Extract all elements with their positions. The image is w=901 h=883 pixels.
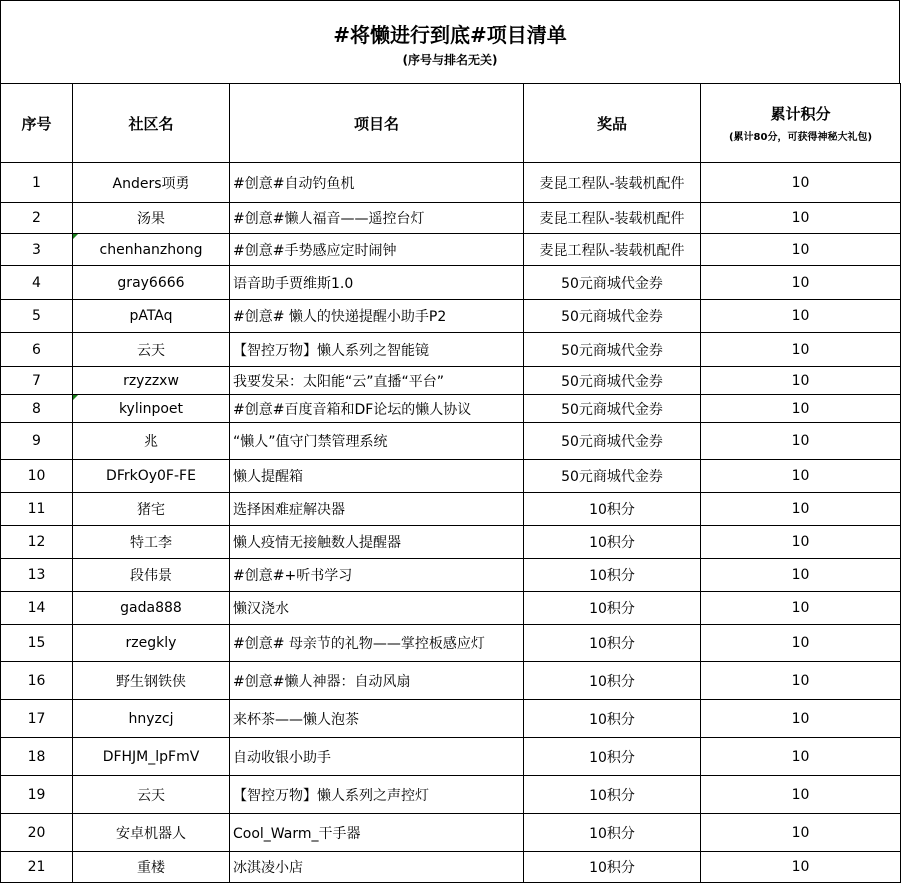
project-name: 懒汉浇水 (230, 592, 524, 625)
row-number: 18 (1, 738, 73, 776)
score: 10 (701, 367, 901, 395)
row-number: 9 (1, 423, 73, 460)
project-name: #创意#懒人福音——遥控台灯 (230, 203, 524, 234)
score: 10 (701, 163, 901, 203)
prize: 10积分 (524, 776, 701, 814)
title-block (0, 0, 900, 84)
prize: 10积分 (524, 852, 701, 883)
project-name: 【智控万物】懒人系列之声控灯 (230, 776, 524, 814)
row-number: 8 (1, 395, 73, 423)
table-row (1, 776, 901, 814)
table-row (1, 625, 901, 662)
row-number: 4 (1, 266, 73, 300)
community-name: 重楼 (73, 852, 230, 883)
prize: 10积分 (524, 493, 701, 526)
table-row (1, 592, 901, 625)
community-name: Anders项勇 (73, 163, 230, 203)
table-row (1, 559, 901, 592)
score: 10 (701, 460, 901, 493)
row-number: 2 (1, 203, 73, 234)
row-number: 10 (1, 460, 73, 493)
header-row (1, 84, 901, 163)
prize: 麦昆工程队-装载机配件 (524, 203, 701, 234)
project-name: 语音助手贾维斯1.0 (230, 266, 524, 300)
prize: 麦昆工程队-装载机配件 (524, 234, 701, 266)
project-name: 我要发呆：太阳能“云”直播“平台” (230, 367, 524, 395)
score: 10 (701, 423, 901, 460)
prize: 10积分 (524, 559, 701, 592)
prize: 50元商城代金券 (524, 367, 701, 395)
prize: 50元商城代金券 (524, 395, 701, 423)
prize: 50元商城代金券 (524, 460, 701, 493)
project-name: 选择困难症解决器 (230, 493, 524, 526)
score: 10 (701, 559, 901, 592)
row-number: 20 (1, 814, 73, 852)
community-name: 云天 (73, 776, 230, 814)
row-number: 11 (1, 493, 73, 526)
row-number: 14 (1, 592, 73, 625)
table-row (1, 662, 901, 700)
table-row (1, 423, 901, 460)
community-name: 猪宅 (73, 493, 230, 526)
prize: 50元商城代金券 (524, 333, 701, 367)
community-name: 野生钢铁侠 (73, 662, 230, 700)
table-row (1, 814, 901, 852)
project-name: #创意#自动钓鱼机 (230, 163, 524, 203)
project-name: 来杯茶——懒人泡茶 (230, 700, 524, 738)
score: 10 (701, 333, 901, 367)
score: 10 (701, 203, 901, 234)
table-row (1, 266, 901, 300)
prize: 麦昆工程队-装载机配件 (524, 163, 701, 203)
score: 10 (701, 234, 901, 266)
header-score (701, 84, 901, 163)
row-number: 6 (1, 333, 73, 367)
project-name: #创意# 母亲节的礼物——掌控板感应灯 (230, 625, 524, 662)
score: 10 (701, 592, 901, 625)
row-number: 1 (1, 163, 73, 203)
table-row (1, 203, 901, 234)
table-row (1, 367, 901, 395)
community-name: 云天 (73, 333, 230, 367)
row-number: 12 (1, 526, 73, 559)
table-row (1, 163, 901, 203)
header-score-note: (累计80分，可获得神秘大礼包) (728, 132, 873, 143)
community-name: gada888 (73, 592, 230, 625)
community-name: chenhanzhong (73, 234, 230, 266)
prize: 10积分 (524, 592, 701, 625)
row-number: 13 (1, 559, 73, 592)
community-name: kylinpoet (73, 395, 230, 423)
score: 10 (701, 526, 901, 559)
table-row (1, 460, 901, 493)
table-row (1, 333, 901, 367)
project-name: 【智控万物】懒人系列之智能镜 (230, 333, 524, 367)
row-number: 19 (1, 776, 73, 814)
prize: 50元商城代金券 (524, 423, 701, 460)
prize: 10积分 (524, 662, 701, 700)
prize: 10积分 (524, 526, 701, 559)
row-number: 15 (1, 625, 73, 662)
project-name: #创意# 懒人的快递提醒小助手P2 (230, 300, 524, 333)
table-body (1, 163, 901, 883)
prize: 10积分 (524, 700, 701, 738)
page-subtitle: (序号与排名无关) (402, 53, 498, 67)
community-name: gray6666 (73, 266, 230, 300)
score: 10 (701, 852, 901, 883)
score: 10 (701, 625, 901, 662)
project-name: #创意#百度音箱和DF论坛的懒人协议 (230, 395, 524, 423)
row-number: 5 (1, 300, 73, 333)
project-name: #创意#懒人神器：自动风扇 (230, 662, 524, 700)
table-row (1, 526, 901, 559)
table-row (1, 395, 901, 423)
score: 10 (701, 814, 901, 852)
project-name: “懒人”值守门禁管理系统 (230, 423, 524, 460)
score: 10 (701, 776, 901, 814)
score: 10 (701, 700, 901, 738)
community-name: 段伟景 (73, 559, 230, 592)
table-row (1, 300, 901, 333)
row-number: 3 (1, 234, 73, 266)
header-score-label: 累计积分 (770, 105, 831, 123)
prize: 10积分 (524, 814, 701, 852)
community-name: pATAq (73, 300, 230, 333)
community-name: rzyzzxw (73, 367, 230, 395)
header-community: 社区名 (73, 84, 230, 163)
page-title: #将懒进行到底#项目清单 (333, 23, 567, 47)
row-number: 16 (1, 662, 73, 700)
score: 10 (701, 300, 901, 333)
score: 10 (701, 266, 901, 300)
row-number: 7 (1, 367, 73, 395)
community-name: DFHJM_lpFmV (73, 738, 230, 776)
row-number: 21 (1, 852, 73, 883)
prize: 10积分 (524, 625, 701, 662)
table-row (1, 493, 901, 526)
community-name: hnyzcj (73, 700, 230, 738)
project-name: #创意#+听书学习 (230, 559, 524, 592)
table-row (1, 234, 901, 266)
project-name: 冰淇凌小店 (230, 852, 524, 883)
table-row (1, 700, 901, 738)
table-row (1, 852, 901, 883)
header-no: 序号 (1, 84, 73, 163)
community-name: 安卓机器人 (73, 814, 230, 852)
project-name: #创意#手势感应定时闹钟 (230, 234, 524, 266)
prize: 50元商城代金券 (524, 300, 701, 333)
community-name: 汤果 (73, 203, 230, 234)
header-prize: 奖品 (524, 84, 701, 163)
community-name: 特工李 (73, 526, 230, 559)
score: 10 (701, 395, 901, 423)
project-name: Cool_Warm_干手器 (230, 814, 524, 852)
score: 10 (701, 662, 901, 700)
community-name: rzegkly (73, 625, 230, 662)
header-project: 项目名 (230, 84, 524, 163)
project-name: 懒人疫情无接触数人提醒器 (230, 526, 524, 559)
prize: 50元商城代金券 (524, 266, 701, 300)
project-name: 自动收银小助手 (230, 738, 524, 776)
score: 10 (701, 738, 901, 776)
prize: 10积分 (524, 738, 701, 776)
project-name: 懒人提醒箱 (230, 460, 524, 493)
community-name: 兆 (73, 423, 230, 460)
table-row (1, 738, 901, 776)
score: 10 (701, 493, 901, 526)
community-name: DFrkOy0F-FE (73, 460, 230, 493)
row-number: 17 (1, 700, 73, 738)
project-table (0, 83, 901, 883)
